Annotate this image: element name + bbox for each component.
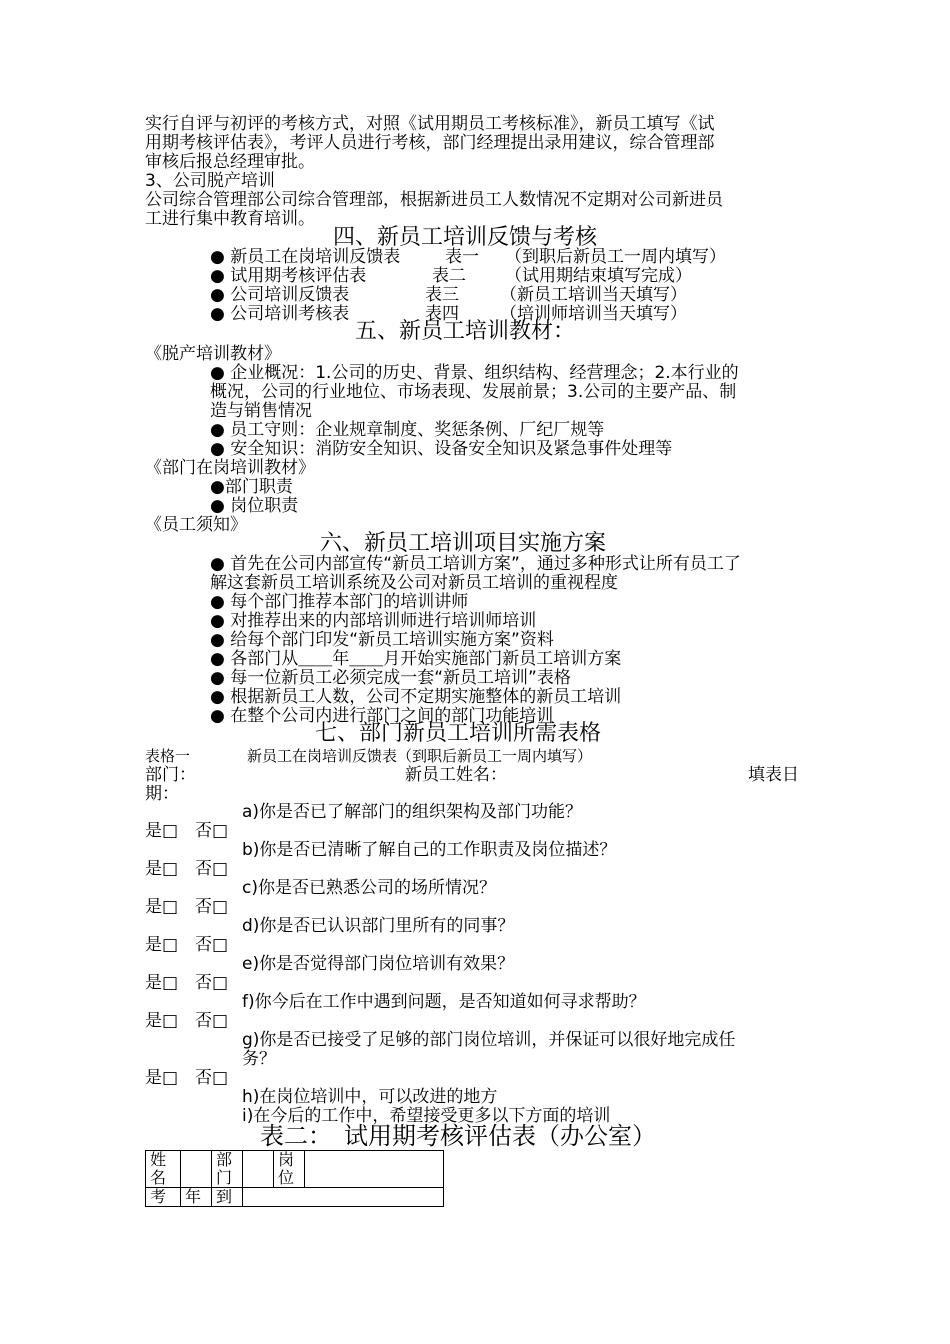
question: b)你是否已清晰了解自己的工作职责及岗位描述？ bbox=[242, 840, 617, 860]
date-label: 期： bbox=[145, 784, 179, 804]
table-cell: 部 门 bbox=[212, 1151, 243, 1188]
s5-line: ●部门职责 bbox=[210, 477, 293, 497]
table2-title: 表二： 试用期考核评估表（办公室） bbox=[260, 1122, 656, 1150]
table-cell[interactable] bbox=[243, 1151, 274, 1188]
book-title: 《脱产培训教材》 bbox=[145, 344, 281, 364]
yes-no-checkbox[interactable]: 是□ 否□ bbox=[145, 935, 229, 955]
date-label: 填表日 bbox=[748, 765, 799, 785]
yes-no-checkbox[interactable]: 是□ 否□ bbox=[145, 821, 229, 841]
para1-line: 用期考核评估表》，考评人员进行考核，部门经理提出录用建议，综合管理部 bbox=[145, 133, 715, 153]
s6-line: ● 每一位新员工必须完成一套“新员工培训”表格 bbox=[210, 668, 571, 688]
table-cell: 姓 名 bbox=[146, 1151, 181, 1188]
s4-item-name: ● 新员工在岗培训反馈表 bbox=[210, 247, 401, 267]
s4-item-table: 表一 bbox=[445, 247, 479, 267]
s4-item-note: （到职后新员工一周内填写） bbox=[505, 247, 726, 267]
name-label: 新员工姓名： bbox=[405, 765, 507, 785]
question-cont: 务？ bbox=[242, 1049, 276, 1069]
table-cell: 到 bbox=[212, 1188, 243, 1207]
question: h)在岗位培训中，可以改进的地方 bbox=[242, 1087, 498, 1107]
s4-item-name: ● 试用期考核评估表 bbox=[210, 266, 367, 286]
question: i)在今后的工作中，希望接受更多以下方面的培训 bbox=[242, 1106, 611, 1126]
s4-item-note: （试用期结束填写完成） bbox=[505, 266, 692, 286]
para1-line: 实行自评与初评的考核方式，对照《试用期员工考核标准》，新员工填写《试 bbox=[145, 114, 715, 134]
section5-title: 五、新员工培训教材： bbox=[355, 319, 576, 344]
s6-line: ● 每个部门推荐本部门的培训讲师 bbox=[210, 592, 469, 612]
form-label: 表格一 bbox=[145, 747, 191, 765]
yes-no-checkbox[interactable]: 是□ 否□ bbox=[145, 859, 229, 879]
table-cell[interactable] bbox=[305, 1151, 444, 1188]
yes-no-checkbox[interactable]: 是□ 否□ bbox=[145, 1011, 229, 1031]
table-cell[interactable] bbox=[181, 1151, 212, 1188]
s6-line: ● 对推荐出来的内部培训师进行培训师培训 bbox=[210, 611, 537, 631]
para1-line: 审核后报总经理审批。 bbox=[145, 152, 315, 172]
section6-title: 六、新员工培训项目实施方案 bbox=[320, 531, 607, 556]
s4-item-table: 表四 bbox=[425, 304, 459, 324]
table-cell[interactable] bbox=[243, 1188, 444, 1207]
table-row bbox=[146, 1151, 444, 1188]
question: g)你是否已接受了足够的部门岗位培训，并保证可以很好地完成任 bbox=[242, 1030, 736, 1050]
section4-title: 四、新员工培训反馈与考核 bbox=[333, 225, 598, 250]
s6-line: ● 根据新员工人数，公司不定期实施整体的新员工培训 bbox=[210, 687, 622, 707]
book-title: 《部门在岗培训教材》 bbox=[145, 458, 315, 478]
s4-item-name: ● 公司培训考核表 bbox=[210, 304, 350, 324]
question: d)你是否已认识部门里所有的同事？ bbox=[242, 916, 515, 936]
s5-line: ● 岗位职责 bbox=[210, 496, 299, 516]
s5-line: 造与销售情况 bbox=[210, 401, 312, 421]
table-cell: 岗 位 bbox=[274, 1151, 305, 1188]
s5-line: ● 安全知识：消防安全知识、设备安全知识及紧急事件处理等 bbox=[210, 439, 673, 459]
table-cell: 考 bbox=[146, 1188, 181, 1207]
yes-no-checkbox[interactable]: 是□ 否□ bbox=[145, 1068, 229, 1088]
s4-item-table: 表二 bbox=[432, 266, 466, 286]
subheading-3: 3、公司脱产培训 bbox=[145, 171, 275, 191]
para2-line: 工进行集中教育培训。 bbox=[145, 209, 315, 229]
evaluation-table bbox=[145, 1150, 444, 1207]
question: f)你今后在工作中遇到问题，是否知道如何寻求帮助？ bbox=[242, 992, 646, 1012]
s6-line: ● 给每个部门印发“新员工培训实施方案”资料 bbox=[210, 630, 554, 650]
yes-no-checkbox[interactable]: 是□ 否□ bbox=[145, 973, 229, 993]
s4-item-note: （新员工培训当天填写） bbox=[500, 285, 687, 305]
s6-line: ● 在整个公司内进行部门之间的部门功能培训 bbox=[210, 706, 554, 726]
s4-item-note: （培训师培训当天填写） bbox=[500, 304, 687, 324]
s6-line: ● 首先在公司内部宣传“新员工培训方案”，通过多种形式让所有员工了 bbox=[210, 554, 741, 574]
s6-line: ● 各部门从＿＿年＿＿月开始实施部门新员工培训方案 bbox=[210, 649, 622, 669]
para2-line: 公司综合管理部公司综合管理部，根据新进员工人数情况不定期对公司新进员 bbox=[145, 190, 723, 210]
s6-line: 解这套新员工培训系统及公司对新员工培训的重视程度 bbox=[210, 573, 618, 593]
table-cell: 年 bbox=[181, 1188, 212, 1207]
section7-title: 七、部门新员工培训所需表格 bbox=[315, 721, 602, 746]
s5-line: ● 企业概况：1.公司的历史、背景、组织结构、经营理念；2.本行业的 bbox=[210, 363, 739, 383]
question: c)你是否已熟悉公司的场所情况？ bbox=[242, 878, 496, 898]
book-title: 《员工须知》 bbox=[145, 515, 247, 535]
question: a)你是否已了解部门的组织架构及部门功能？ bbox=[242, 802, 583, 822]
form-name: 新员工在岗培训反馈表（到职后新员工一周内填写） bbox=[247, 747, 593, 765]
yes-no-checkbox[interactable]: 是□ 否□ bbox=[145, 897, 229, 917]
s4-item-name: ● 公司培训反馈表 bbox=[210, 285, 350, 305]
table-row bbox=[146, 1188, 444, 1207]
question: e)你是否觉得部门岗位培训有效果？ bbox=[242, 954, 515, 974]
s5-line: ● 员工守则：企业规章制度、奖惩条例、厂纪厂规等 bbox=[210, 420, 605, 440]
s5-line: 概况，公司的行业地位、市场表现、发展前景；3.公司的主要产品、制 bbox=[210, 382, 737, 402]
dept-label: 部门： bbox=[145, 765, 196, 785]
s4-item-table: 表三 bbox=[425, 285, 459, 305]
